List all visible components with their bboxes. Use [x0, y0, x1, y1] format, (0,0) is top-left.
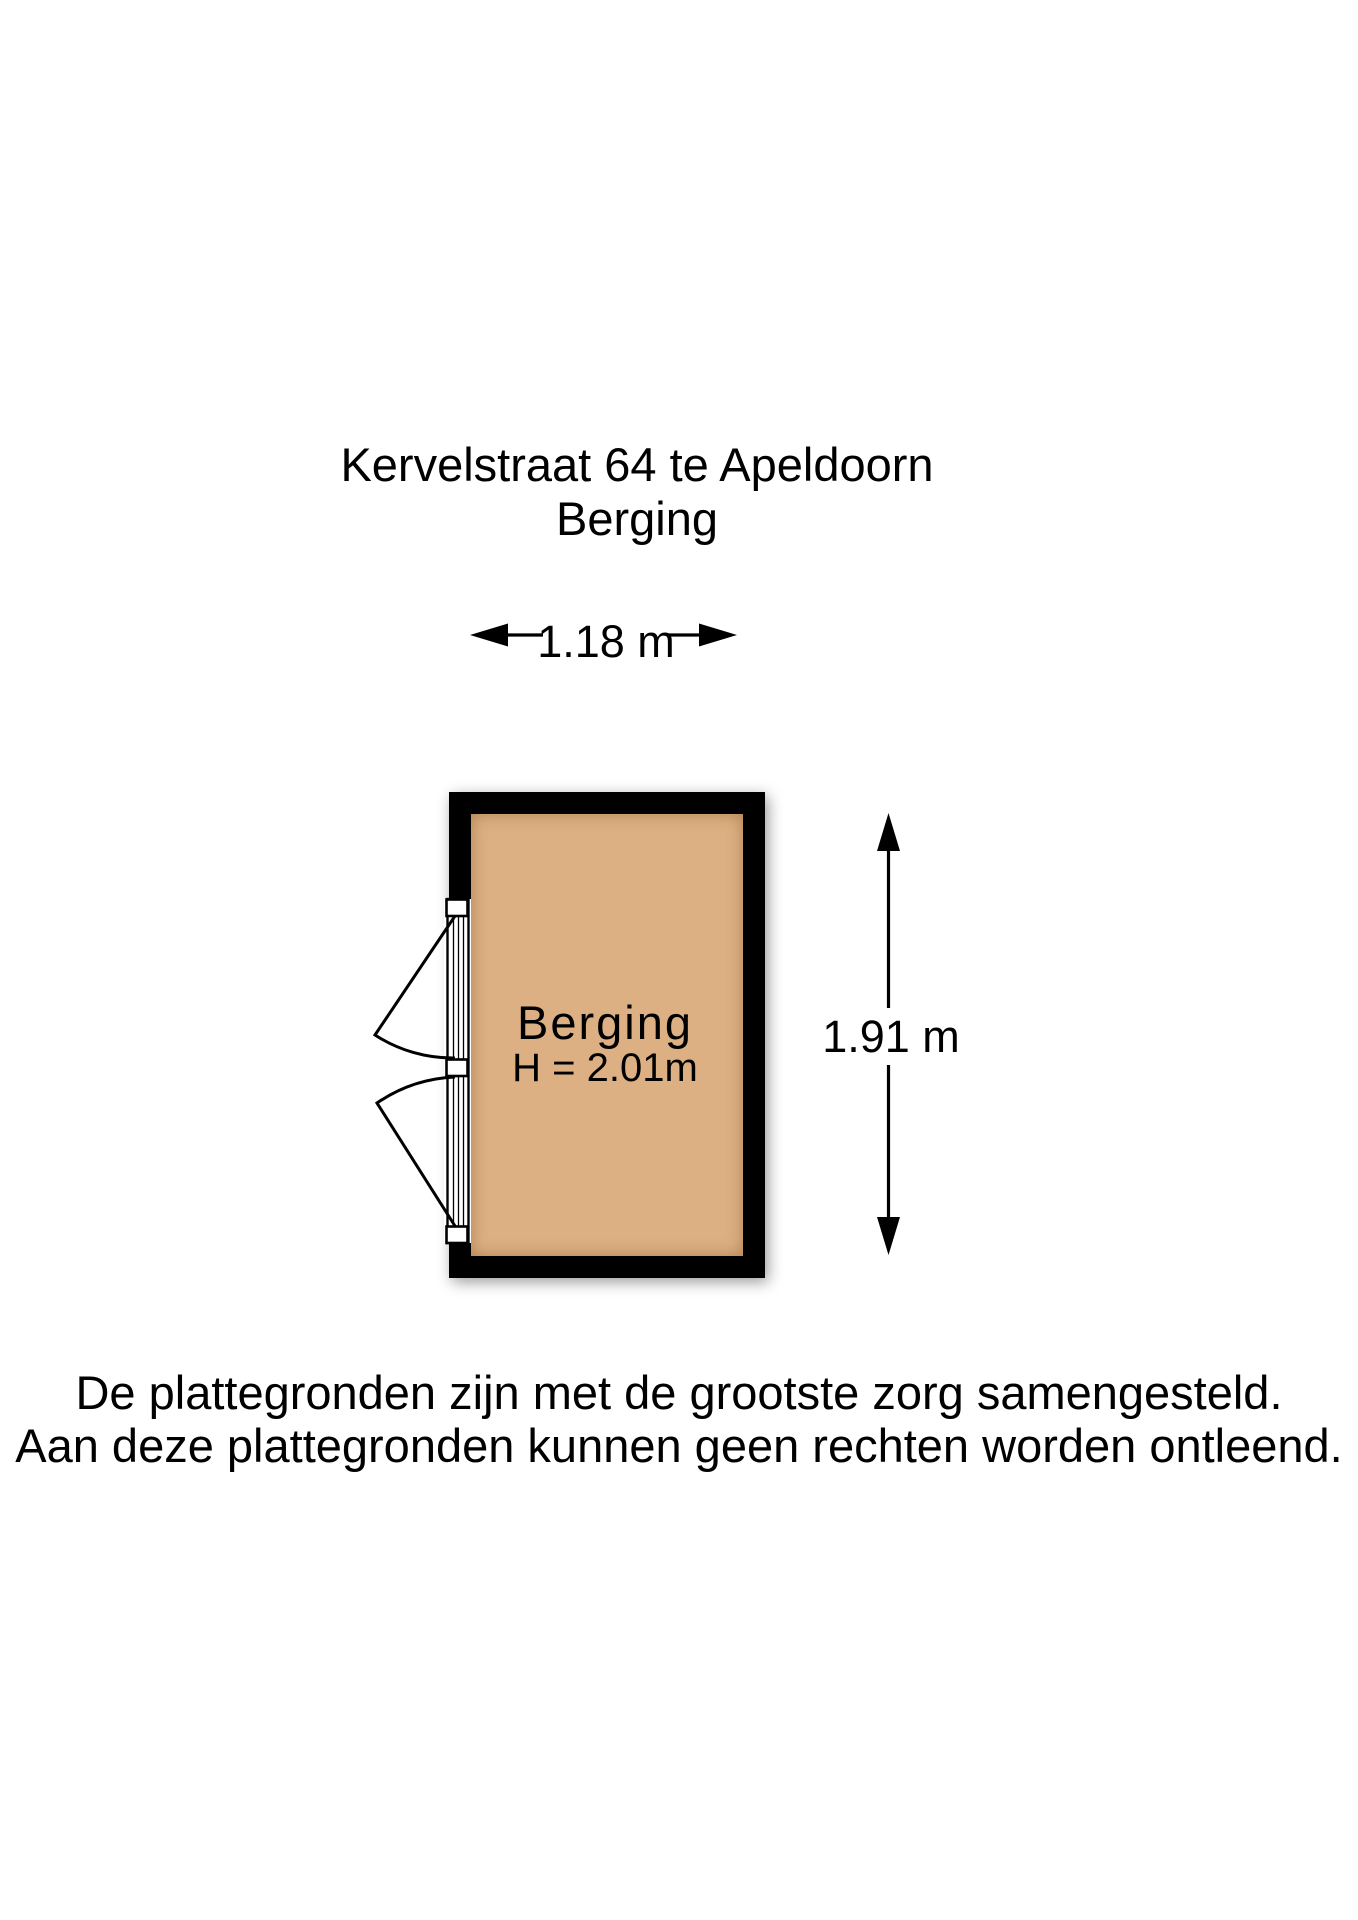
title-address: Kervelstraat 64 te Apeldoorn [340, 438, 934, 491]
width-dimension-label: 1.18 m [537, 616, 675, 667]
door-swing-bottom-icon [377, 1077, 455, 1226]
arrow-down-icon [877, 1217, 900, 1255]
arrow-left-icon [470, 624, 508, 647]
door-swing-top-icon [375, 916, 455, 1058]
arrow-up-icon [877, 813, 900, 851]
room-ceiling-height-label: H = 2.01m [512, 1046, 698, 1090]
door-post-top [447, 900, 468, 917]
disclaimer-line-1: De plattegronden zijn met de grootste zorg samengesteld. [75, 1366, 1283, 1419]
disclaimer [0, 1366, 1358, 1472]
height-dimension-label: 1.91 m [810, 1008, 972, 1065]
door-post-bottom [447, 1227, 468, 1244]
arrow-right-icon [699, 624, 737, 647]
room-label: Berging [517, 996, 693, 1049]
disclaimer-line-2: Aan deze plattegronden kunnen geen rechten worden ontleend. [15, 1419, 1343, 1472]
door-post-middle [447, 1060, 468, 1077]
title-room-name: Berging [555, 492, 718, 545]
